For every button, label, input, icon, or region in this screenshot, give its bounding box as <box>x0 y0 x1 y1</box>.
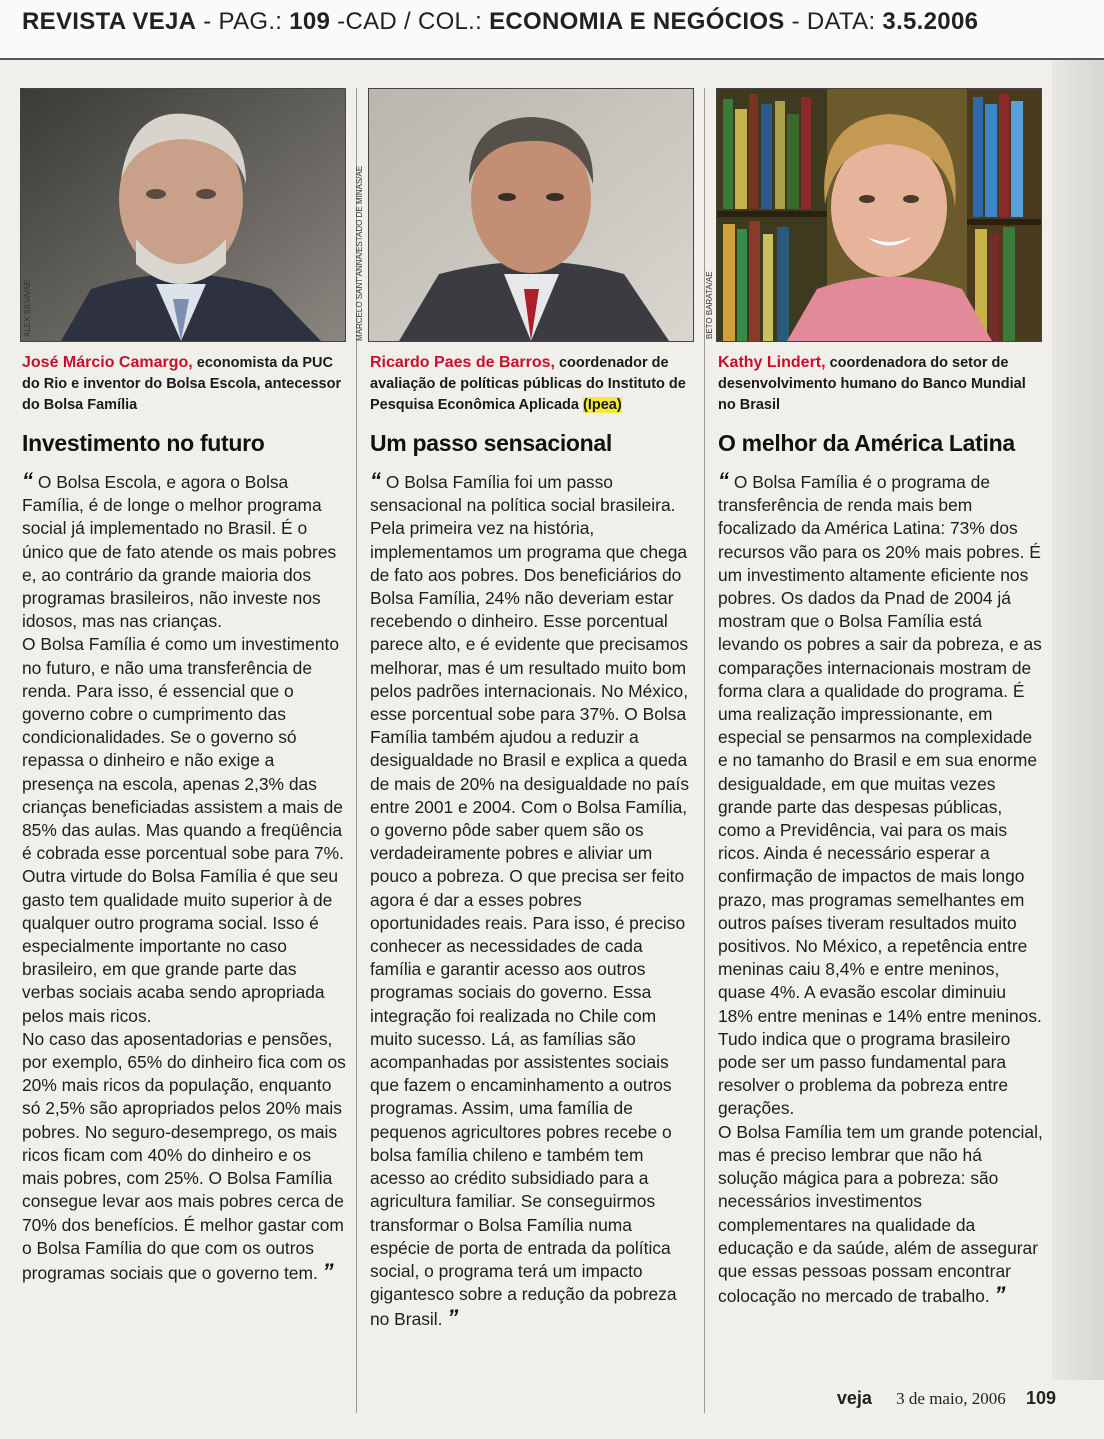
footer-date: 3 de maio, 2006 <box>896 1389 1006 1408</box>
article-paragraph <box>718 469 1044 1121</box>
open-quote-mark: “ <box>718 468 729 493</box>
article-paragraph <box>22 469 348 633</box>
article-title: Investimento no futuro <box>22 430 265 456</box>
section-label: -CAD / COL.: <box>337 8 483 35</box>
open-quote-mark: “ <box>370 468 381 493</box>
photo-credit: BETO BARATA/AE <box>705 271 714 339</box>
article-body <box>716 469 1044 1308</box>
portrait-photo-barros <box>355 88 694 342</box>
close-quote-mark: ” <box>322 1258 334 1284</box>
photo-credit: ALEX SILVA/AE <box>23 279 32 337</box>
person-name: Kathy Lindert, <box>718 354 826 371</box>
paragraph-text: O Bolsa Família é como um investimento no futuro, e não uma transferência de renda. Para isso, é essencial que o governo cobre o cumprimento das condicionalidades. Se o governo só repassa o dinheiro e não exige a presença na escola, apenas 2,3% das crianças beneficiadas assistem a mais de 85% das aulas. Mas quando a freqüência é cobrada esse porcentual sobe para 7%. Outra virtude do Bolsa Família é que seu gasto tem qualidade muito superior à de qualquer outro programa social. Isso é especialmente importante no caso brasileiro, em que grande parte das verbas sociais acaba sendo apropriada pelos mais ricos. <box>22 634 344 1026</box>
article-body <box>20 469 348 1285</box>
caption-text: economista da PUC do Rio e inventor do Bolsa Escola, antecessor do Bolsa Família <box>22 355 342 413</box>
photo-credit: MARCELO SANT'ANNA/ESTADO DE MINAS/AE <box>355 165 364 341</box>
article-paragraph <box>370 469 696 1332</box>
date-label: - DATA: <box>791 8 876 35</box>
article-column-3 <box>705 88 1044 1308</box>
page-footer <box>837 1388 1056 1409</box>
paragraph-text: O Bolsa Família é o programa de transferência de renda mais bem focalizado da América Latina: 73% dos recursos vão para os 20% mais pobres. É um investimento altamente eficiente nos pobres. Os dados da Pnad de 2004 já mostram que o Bolsa Família está levando os pobres a sair da pobreza, e as comparações internacionais mostram de forma clara a qualidade do programa. É uma realização impressionante, em especial se pensarmos na complexidade e no tamanho do Brasil e em sua enorme desigualdade, em que muitas vezes grande parte das despesas públicas, como a Previdência, vai para os mais ricos. Ainda é necessário esperar a confirmação de impactos de mais longo prazo, mas programas semelhantes em outros países tiveram resultados muito positivos. No México, a repetência entre meninas caiu 8,4% e entre meninos, quase 4%. A evasão escolar diminuiu 18% entre meninas e 14% entre meninos. Tudo indica que o programa brasileiro pode ser um passo fundamental para resolver o problema da pobreza entre gerações. <box>718 472 1042 1119</box>
portrait-photo-camargo <box>20 88 346 342</box>
page-label: - PAG.: <box>203 8 283 35</box>
article-title: Um passo sensacional <box>370 430 612 456</box>
open-quote-mark: “ <box>22 468 33 493</box>
article-paragraph <box>718 1121 1044 1309</box>
article-column-2 <box>355 88 696 1332</box>
publication-name: REVISTA VEJA <box>22 8 197 35</box>
caption-text: coordenadora do setor de desenvolvimento humano do Banco Mundial no Brasil <box>718 355 1026 413</box>
portrait-lindert-image <box>717 89 1041 341</box>
page-edge-shadow <box>1052 60 1104 1380</box>
magazine-page <box>0 60 1104 1439</box>
paragraph-text: O Bolsa Escola, e agora o Bolsa Família, é de longe o melhor programa social já implementado no Brasil. É o único que de fato atende os mais pobres e, ao contrário da grande maioria dos programas brasileiros, não investe nos idosos, mas nas crianças. <box>22 472 337 632</box>
photo-caption <box>368 352 696 416</box>
article-column-1 <box>20 88 348 1285</box>
close-quote-mark: ” <box>447 1305 459 1331</box>
photo-caption <box>20 352 348 416</box>
paragraph-text: No caso das aposentadorias e pensões, por exemplo, 65% do dinheiro fica com os 20% mais ricos da população, enquanto só 2,5% são apropriados pelos 20% mais pobres. No seguro-desemprego, os mais ricos ficam com 40% do dinheiro e os mais pobres, com 25%. O Bolsa Família consegue levar aos mais pobres cerca de 70% dos benefícios. É melhor gastar com o Bolsa Família do que com os outros programas sociais que o governo tem. <box>22 1028 346 1283</box>
footer-magazine-name: veja <box>836 1388 872 1408</box>
section-name: ECONOMIA E NEGÓCIOS <box>489 8 785 35</box>
article-title: O melhor da América Latina <box>718 430 1015 456</box>
portrait-photo-lindert <box>705 88 1042 342</box>
portrait-camargo-image <box>21 89 345 341</box>
photo-caption <box>716 352 1044 416</box>
footer-page-number: 109 <box>1025 1388 1056 1408</box>
article-body <box>368 469 696 1332</box>
person-name: Ricardo Paes de Barros, <box>370 354 555 371</box>
close-quote-mark: ” <box>994 1282 1006 1308</box>
paragraph-text: O Bolsa Família foi um passo sensacional na política social brasileira. Pela primeira vez na história, implementamos um programa que chega de fato aos pobres. Dos beneficiários do Bolsa Família, 24% não deveriam estar recebendo o dinheiro. Esse porcentual parece alto, e é evidente que precisamos melhorar, mas é um resultado muito bom pelos padrões internacionais. No México, esse porcentual sobe para 37%. O Bolsa Família também ajudou a reduzir a desigualdade no Brasil e explica a queda de mais de 20% na desigualdade no país entre 2001 e 2004. Com o Bolsa Família, o governo pôde saber quem são os verdadeiramente pobres e aliviar um pouco a pobreza. O que precisa ser feito agora é dar a esses pobres oportunidades reais. Para isso, é preciso conhecer as necessidades de cada família e garantir acesso aos outros programas sociais do governo. Essa integração foi realizada no Chile com muito sucesso. Lá, as famílias são acompanhadas por assistentes sociais que fazem o encaminhamento a outros programas. Assim, uma família de pequenos agricultores pobres recebe o bolsa família chileno e também tem acesso ao crédito subsidiado para a agricultura familiar. Se conseguirmos transformar o Bolsa Família numa espécie de porta de entrada da política social, o programa terá um impacto gigantesco sobre a redução da pobreza no Brasil. <box>370 472 690 1330</box>
person-name: José Márcio Camargo, <box>22 354 193 371</box>
portrait-barros-image <box>369 89 693 341</box>
clipping-header-line <box>22 8 978 36</box>
page-number: 109 <box>289 8 331 35</box>
highlighted-acronym: (Ipea) <box>583 397 622 413</box>
clipping-date: 3.5.2006 <box>882 8 979 35</box>
article-paragraph <box>22 1028 348 1285</box>
caption-text: coordenador de avaliação de políticas públicas do Instituto de Pesquisa Econômica Aplicada <box>370 355 686 413</box>
paragraph-text: O Bolsa Família tem um grande potencial, mas é preciso lembrar que não há solução mágica para a pobreza: são necessários investimentos complementares na qualidade da educação e da saúde, além de assegurar que essas pessoas possam encontrar colocação no mercado de trabalho. <box>718 1121 1043 1307</box>
clipping-header <box>0 0 1104 60</box>
article-paragraph <box>22 633 348 1027</box>
